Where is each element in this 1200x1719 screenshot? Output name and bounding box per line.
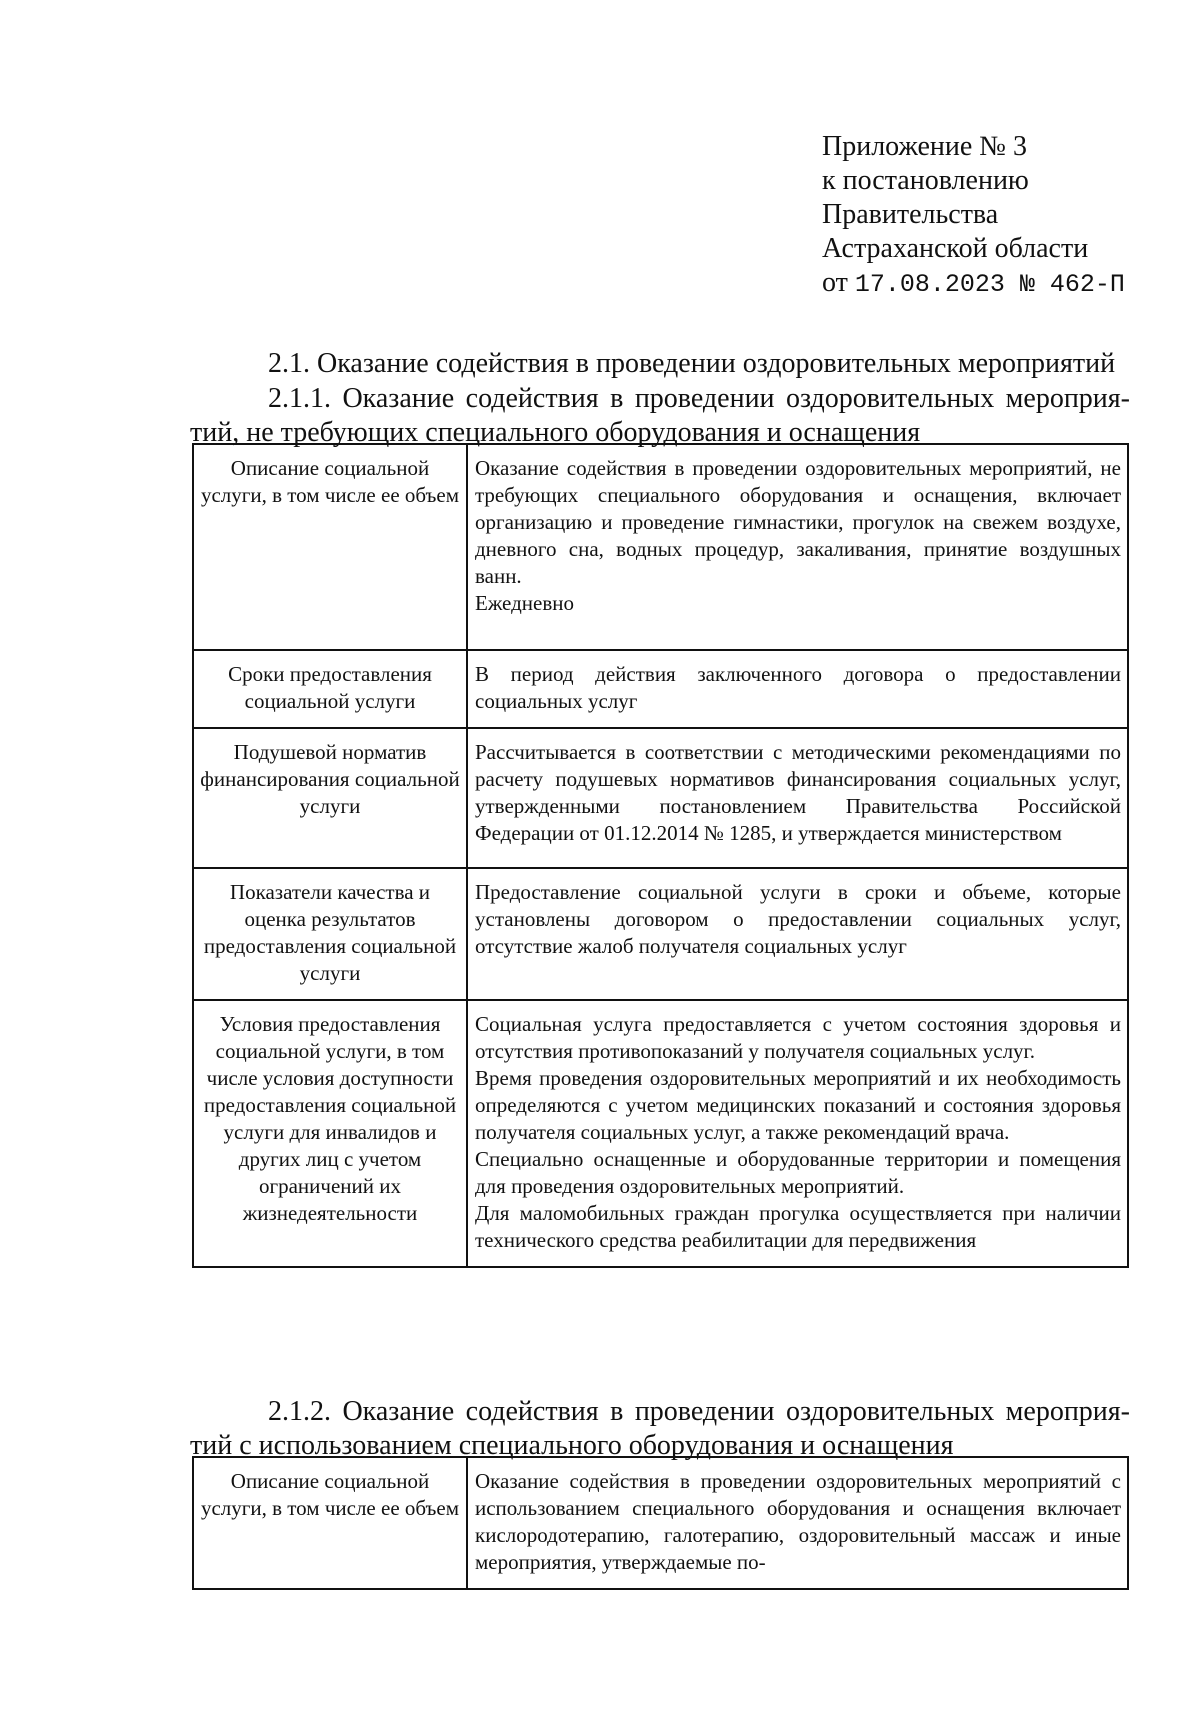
section-2-1-2-heading	[190, 1395, 1130, 1463]
section-2-1-2-title-line-2: тий с использованием специального оборудования и оснащения	[190, 1430, 954, 1461]
appendix-block	[822, 130, 1162, 302]
table-row	[193, 1000, 1128, 1267]
row-value-paragraph: Для маломобильных граждан прогулка осуществляется при наличии технического средства реабилитации для передвижения	[475, 1201, 1121, 1252]
row-value	[467, 650, 1128, 728]
section-2-1-heading	[190, 347, 1130, 381]
row-value-paragraph: Оказание содействия в проведении оздоровительных мероприятий, не требующих специального оборудования и оснащения, включает организацию и проведение гимнастики, прогулок на свежем воздухе, дневного сна, водных процедур, закаливания, принятие воздушных ванн.	[475, 456, 1121, 588]
section-2-1-1-title-line-1: 2.1.1. Оказание содействия в проведении оздоровительных мероприя-	[268, 383, 1130, 414]
row-label: Описание социальной услуги, в том числе ее объем	[193, 1457, 467, 1589]
row-label: Сроки предоставления социальной услуги	[193, 650, 467, 728]
row-value-paragraph: Социальная услуга предоставляется с учетом состояния здоровья и отсутствия противопоказаний у получателя социальных услуг.	[475, 1012, 1121, 1063]
table-row	[193, 728, 1128, 868]
table-row	[193, 1457, 1128, 1589]
service-table-2-1-1	[192, 443, 1129, 1268]
row-value-paragraph: Рассчитывается в соответствии с методическими рекомендациями по расчету подушевых нормативов финансирования социальных услуг, утвержденными постановлением Правительства Российской Федерации от 01.12.2014 № 1285, и утверждается министерством	[475, 740, 1121, 845]
row-value	[467, 444, 1128, 650]
table-row	[193, 444, 1128, 650]
row-label: Показатели качества и оценка результатов предоставления социальной услуги	[193, 868, 467, 1000]
row-value-paragraph: Предоставление социальной услуги в сроки и объеме, которые установлены договором о предоставлении социальных услуг, отсутствие жалоб получателя социальных услуг	[475, 880, 1121, 958]
section-2-1-1-heading	[190, 382, 1130, 450]
section-2-1-2-title-line-1: 2.1.2. Оказание содействия в проведении оздоровительных мероприя-	[268, 1396, 1130, 1427]
row-value	[467, 1000, 1128, 1267]
row-value-paragraph: Ежедневно	[475, 591, 575, 615]
table-row	[193, 868, 1128, 1000]
row-label: Подушевой норматив финансирования социальной услуги	[193, 728, 467, 868]
appendix-line-4: Астраханской области	[822, 233, 1089, 264]
appendix-date-prefix: от	[822, 267, 848, 298]
row-label: Описание социальной услуги, в том числе ее объем	[193, 444, 467, 650]
row-value-paragraph: В период действия заключенного договора о предоставлении социальных услуг	[475, 662, 1121, 713]
service-table-2-1-2	[192, 1456, 1129, 1590]
row-value	[467, 868, 1128, 1000]
appendix-line-5	[822, 266, 1162, 302]
row-label: Условия предоставления социальной услуги, в том числе условия доступности предоставления социальной услуги для инвалидов и других лиц с учетом ограничений их жизнедеятельности	[193, 1000, 467, 1267]
appendix-line-2: к постановлению	[822, 165, 1029, 196]
section-2-1-title: 2.1. Оказание содействия в проведении оздоровительных мероприятий	[268, 348, 1116, 379]
row-value-paragraph: Оказание содействия в проведении оздоровительных мероприятий с использованием специального оборудования и оснащения включает кислородотерапию, галотерапию, оздоровительный массаж и иные мероприятия, утверждаемые по-	[475, 1469, 1121, 1574]
row-value-paragraph: Время проведения оздоровительных мероприятий и их необходимость определяются с учетом медицинских показаний и состояния здоровья получателя социальных услуг, а также рекомендаций врача.	[475, 1066, 1121, 1144]
table-row	[193, 650, 1128, 728]
row-value	[467, 1457, 1128, 1589]
appendix-date-number: 17.08.2023 № 462-П	[854, 270, 1125, 299]
section-2-1-1-title-line-2: тий, не требующих специального оборудования и оснащения	[190, 417, 921, 448]
appendix-line-1: Приложение № 3	[822, 131, 1027, 162]
appendix-line-3: Правительства	[822, 199, 999, 230]
row-value	[467, 728, 1128, 868]
row-value-paragraph: Специально оснащенные и оборудованные территории и помещения для проведения оздоровительных мероприятий.	[475, 1147, 1121, 1198]
